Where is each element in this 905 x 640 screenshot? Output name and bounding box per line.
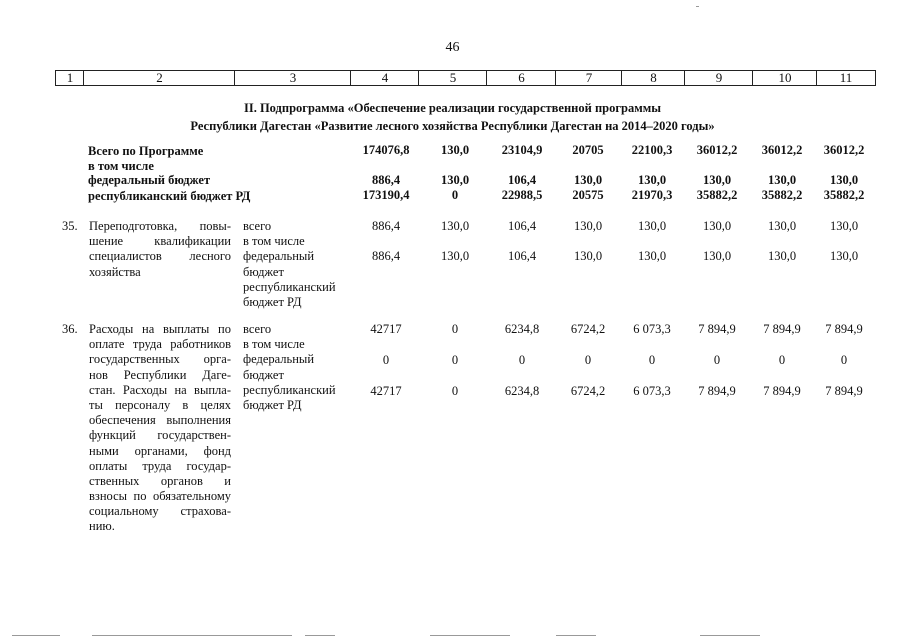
desc-line: обеспечения выполнения [89,413,231,428]
value-cell: 42717 [370,322,402,336]
value-cell: 886,4 [371,249,401,263]
value-cell: 130,0 [702,219,732,233]
total-sublabel: в том числе [88,159,154,173]
value-cell: 7 894,9 [698,384,736,398]
source-line: в том числе [243,234,305,249]
value-cell: 130,0 [440,249,470,263]
desc-line: специалистов лесного [89,249,231,264]
value-cell: 0 [518,353,526,367]
value-cell: 22988,5 [501,188,543,202]
value-cell: 6724,2 [570,322,606,336]
value-cell: 174076,8 [362,143,410,157]
desc-line: хозяйства [89,264,141,279]
header-col-2: 2 [83,70,235,86]
value-cell: 7 894,9 [763,322,801,336]
value-cell: 20575 [572,188,604,202]
value-cell: 0 [713,353,721,367]
value-cell: 7 894,9 [763,384,801,398]
source-line: республиканский [243,279,336,294]
source-line: бюджет [243,367,284,382]
value-cell: 130,0 [829,249,859,263]
value-cell: 130,0 [440,173,470,187]
scan-edge-mark [700,635,760,636]
header-col-5: 5 [418,70,487,86]
desc-line: оплате труда работников [89,337,231,352]
value-cell: 106,4 [507,173,537,187]
value-cell: 0 [840,353,848,367]
value-cell: 0 [584,353,592,367]
value-cell: 20705 [572,143,604,157]
source-line: всего [243,219,272,233]
scan-speck [696,6,699,7]
value-cell: 130,0 [573,173,603,187]
header-col-4: 4 [350,70,419,86]
value-cell: 7 894,9 [825,384,863,398]
desc-line: ты персоналу в целях [89,397,231,412]
scan-edge-mark [12,635,60,636]
value-cell: 7 894,9 [698,322,736,336]
header-col-6: 6 [486,70,556,86]
desc-line: государственных орга- [89,352,231,367]
desc-line: стан. Расходы на выпла- [89,382,231,397]
value-cell: 6 073,3 [633,322,671,336]
value-cell: 0 [451,384,459,398]
source-line: бюджет РД [243,294,302,309]
value-cell: 6 073,3 [633,384,671,398]
header-col-10: 10 [752,70,817,86]
total-republic-label: республиканский бюджет РД [88,189,251,203]
value-cell: 130,0 [637,249,667,263]
value-cell: 22100,3 [631,143,673,157]
value-cell: 21970,3 [631,188,673,202]
value-cell: 130,0 [702,173,732,187]
value-cell: 130,0 [829,173,859,187]
value-cell: 42717 [370,384,402,398]
value-cell: 886,4 [371,219,401,233]
value-cell: 130,0 [440,143,470,157]
source-line: бюджет РД [243,397,302,412]
value-cell: 35882,2 [823,188,865,202]
scan-edge-mark [430,635,510,636]
value-cell: 130,0 [573,249,603,263]
header-col-3: 3 [234,70,351,86]
value-cell: 130,0 [702,249,732,263]
header-col-11: 11 [816,70,876,86]
value-cell: 130,0 [440,219,470,233]
desc-line: ными органами, фонд [89,443,231,458]
value-cell: 130,0 [637,173,667,187]
value-cell: 130,0 [767,219,797,233]
value-cell: 6234,8 [504,322,540,336]
row-36-funding-source [243,322,353,413]
value-cell: 130,0 [573,219,603,233]
value-cell: 130,0 [829,219,859,233]
value-cell: 0 [451,322,459,336]
value-cell: 7 894,9 [825,322,863,336]
total-label: Всего по Программе [88,144,204,158]
column-number-header [55,70,875,86]
header-col-8: 8 [621,70,685,86]
row-35-description [89,219,231,280]
row-36-description [89,322,231,535]
desc-line: Расходы на выплаты по [89,322,231,336]
source-line: республиканский [243,382,336,397]
scan-edge-mark [305,635,335,636]
row-35-number: 35. [62,219,78,233]
row-36-number: 36. [62,322,78,336]
value-cell: 23104,9 [501,143,543,157]
page-number: 46 [445,40,460,55]
value-cell: 0 [451,188,459,202]
row-35-funding-source [243,219,353,310]
value-cell: 130,0 [637,219,667,233]
source-line: федеральный [243,249,315,264]
value-cell: 173190,4 [362,188,410,202]
header-col-7: 7 [555,70,622,86]
section-title-line2: Республики Дагестан «Развитие лесного хозяйства Республики Дагестан на 2014–2020 годы» [190,119,715,133]
source-line: в том числе [243,337,305,352]
desc-line: социальному страхова- [89,504,231,519]
desc-line: оплаты труда государ- [89,458,231,473]
source-line: федеральный [243,352,315,367]
desc-line: нов Республики Даге- [89,367,231,382]
desc-line: взносы по обязательному [89,489,231,504]
value-cell: 36012,2 [823,143,865,157]
scan-edge-mark [92,635,292,636]
value-cell: 6724,2 [570,384,606,398]
value-cell: 0 [451,353,459,367]
desc-line: ственных органов и [89,473,231,488]
value-cell: 35882,2 [761,188,803,202]
value-cell: 0 [778,353,786,367]
value-cell: 0 [648,353,656,367]
value-cell: 886,4 [371,173,401,187]
value-cell: 130,0 [767,173,797,187]
desc-line: шение квалификации [89,234,231,249]
header-col-9: 9 [684,70,753,86]
value-cell: 106,4 [507,219,537,233]
scan-edge-mark [556,635,596,636]
value-cell: 106,4 [507,249,537,263]
value-cell: 35882,2 [696,188,738,202]
desc-line: нию. [89,519,115,534]
desc-line: функций государствен- [89,428,231,443]
value-cell: 36012,2 [761,143,803,157]
total-federal-label: федеральный бюджет [88,173,211,187]
value-cell: 36012,2 [696,143,738,157]
source-line: бюджет [243,264,284,279]
value-cell: 6234,8 [504,384,540,398]
section-title-line1: II. Подпрограмма «Обеспечение реализации государственной программы [243,101,662,115]
value-cell: 130,0 [767,249,797,263]
desc-line: Переподготовка, повы- [89,219,231,233]
value-cell: 0 [382,353,390,367]
header-col-1: 1 [55,70,84,86]
source-line: всего [243,322,272,336]
